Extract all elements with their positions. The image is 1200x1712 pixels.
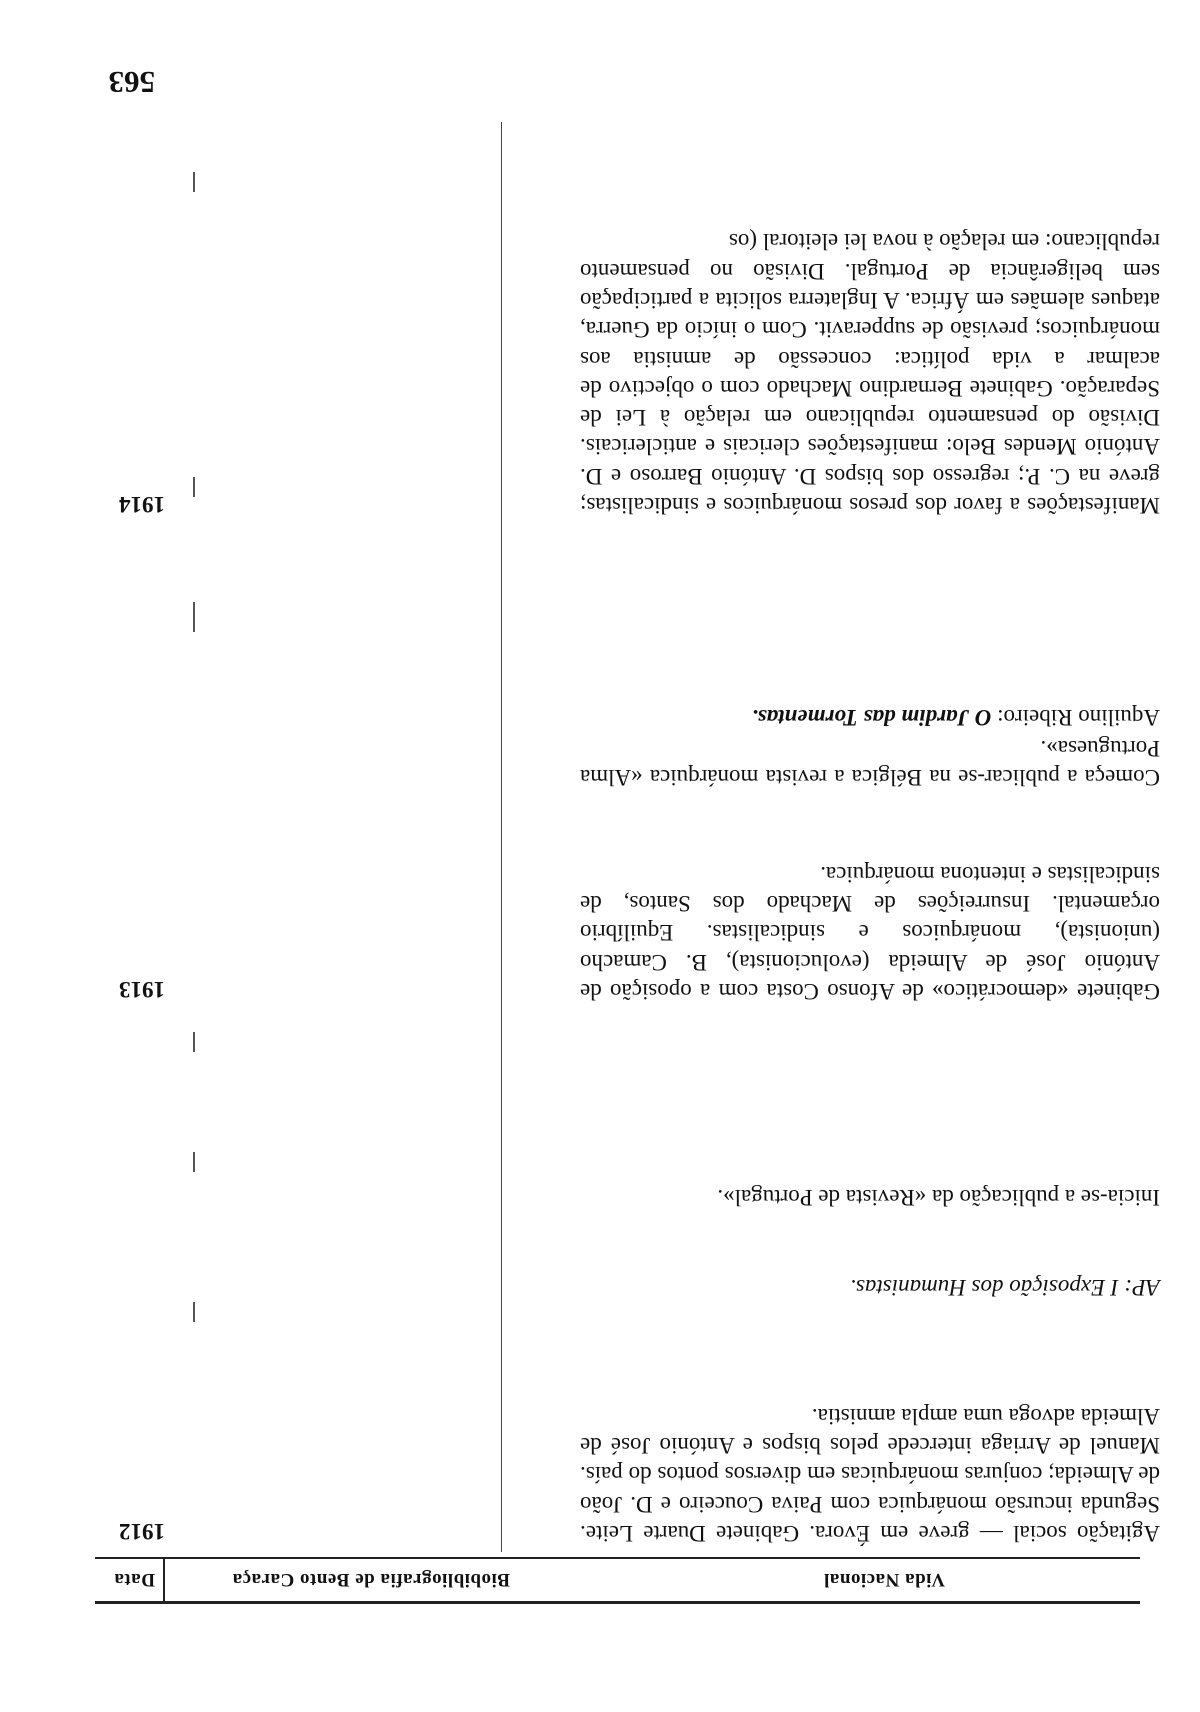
data-column-tick bbox=[193, 1032, 195, 1052]
page-number: 563 bbox=[108, 65, 155, 100]
data-column-tick bbox=[193, 1152, 195, 1172]
header-vida-nacional: Vida Nacional bbox=[823, 1569, 945, 1590]
header-bottom-rule bbox=[95, 1557, 1140, 1559]
data-column-tick bbox=[193, 477, 195, 497]
header-biobibliografia: Biobibliografia de Bento Caraça bbox=[232, 1569, 510, 1590]
data-column-tick bbox=[193, 602, 195, 632]
entry-1912-ap: AP: I Exposição dos Humanistas. bbox=[850, 1275, 1160, 1300]
entry-1912-vida-nacional bbox=[580, 1402, 1160, 1548]
entry-1913-text: Gabinete «democrático» de Afonso Costa com a oposição de António José de Almeida (evolucionista), B. Camacho (unionista), monárquicos e sindicalistas. Equilíbrio orçamental. Insurreições de Machado dos Santos, de sindicalistas e intentona monárquica. bbox=[580, 861, 1160, 1004]
entry-1914-vida-nacional bbox=[580, 227, 1160, 520]
entry-1913-author: Aquilino Ribeiro: bbox=[991, 705, 1160, 730]
header-column-divider bbox=[163, 1557, 165, 1604]
entry-1912-text: Agitação social — greve em Évora. Gabinete Duarte Leite. Segunda incursão monárquica com Paiva Couceiro e D. João de Almeida; conjuras monárquicas em diversos pontos do país. Manuel de Arriaga intercede pelos bispos e António José de Almeida advoga uma ampla amnistia. bbox=[580, 1403, 1160, 1546]
year-1914: 1914 bbox=[119, 492, 165, 517]
entry-1912-bio: Inicia-se a publicação da «Revista de Portugal». bbox=[717, 1185, 1160, 1210]
entry-1913-book-title: O Jardim das Tormentas. bbox=[751, 705, 992, 730]
entry-1914-text: Manifestações a favor dos presos monárquicos e sindicalistas; greve na C. P.; regresso dos bispos D. António Barroso e D. António Mendes Belo: manifestações clericais e anticlericais. Divisão do pensamento republicano em relação à Lei de Separação. Gabinete Bernardino Machado com o objectivo de acalmar a vida política: concessão de amnistia aos monárquicos; previsão de supperavit. Com o início da Guerra, ataques alemães em África. A Inglaterra solicita a participação sem beligerância de Portugal. Divisão no pensamento republicano: em relação à nova lei eleitoral (os bbox=[580, 229, 1160, 518]
year-1913: 1913 bbox=[119, 977, 165, 1002]
header-data: Data bbox=[113, 1569, 155, 1590]
entry-1913-bio-2 bbox=[580, 703, 1160, 732]
data-column-tick bbox=[193, 172, 195, 192]
entry-1913-vida-nacional bbox=[580, 860, 1160, 1006]
year-1912: 1912 bbox=[119, 1519, 165, 1544]
header-top-rule bbox=[95, 1601, 1140, 1604]
data-column-tick bbox=[193, 1302, 195, 1322]
entry-1913-bio: Começa a publicar-se na Bélgica a revista monárquica «Alma Portuguesa». bbox=[580, 735, 1160, 790]
column-divider-left bbox=[501, 122, 502, 1552]
